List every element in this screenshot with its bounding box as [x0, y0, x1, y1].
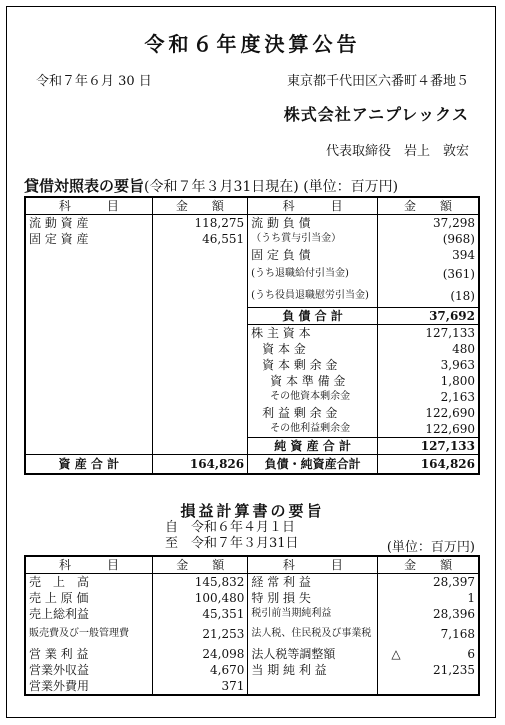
asset-label: 流 動 資 産: [25, 215, 152, 232]
pl-left-value: 45,351: [153, 606, 248, 622]
table-row: [25, 285, 479, 307]
equity-label: 資 本 剰 余 金: [248, 357, 378, 373]
equity-label: 資 本 金: [248, 341, 378, 357]
pl-left-label: 営業外費用: [25, 678, 153, 695]
table-row: [25, 247, 479, 263]
company-name: 株式会社アニプレックス: [283, 105, 469, 124]
notice-date: 令和７年６月 30 日: [36, 74, 152, 89]
table-row: [25, 373, 479, 389]
pl-right-value: △ 6: [378, 646, 479, 662]
liab-value: (361): [378, 263, 479, 285]
balance-sheet-heading: [24, 175, 398, 196]
equity-label: その他利益剰余金: [248, 421, 378, 438]
pl-left-value: 371: [153, 678, 248, 695]
equity-label: 資 本 準 備 金: [248, 373, 378, 389]
table-row: [25, 622, 479, 646]
pl-left-value: 4,670: [153, 662, 248, 678]
bs-hdr-amount-l: 金 額: [152, 197, 248, 215]
table-row: [25, 215, 479, 232]
equity-value: 127,133: [378, 324, 479, 341]
pl-hdr-amount-l: 金 額: [153, 556, 248, 574]
table-row: [25, 231, 479, 247]
liab-label: (うち退職給付引当金): [248, 263, 378, 285]
pl-left-value: 100,480: [153, 590, 248, 606]
pl-left-label: 販売費及び一般管理費: [25, 622, 153, 646]
liab-value: 37,298: [378, 215, 479, 232]
table-row: [25, 341, 479, 357]
liab-equity-total-value: 164,826: [378, 454, 479, 474]
table-row: [25, 662, 479, 678]
pl-right-value: 28,397: [378, 574, 479, 591]
pl-hdr-item-l: 科 目: [25, 556, 153, 574]
pl-right-label: 税引前当期純利益: [248, 606, 378, 622]
period-to: 至 令和７年３月31日: [165, 536, 299, 551]
assets-total-label: 資 産 合 計: [25, 454, 152, 474]
liab-label: （うち賞与引当金）: [248, 231, 378, 247]
balance-sheet-table: [24, 196, 480, 475]
table-row: [25, 263, 479, 285]
pl-left-label: 売 上 原 価: [25, 590, 153, 606]
table-row: [25, 357, 479, 373]
table-row: [25, 307, 479, 324]
pl-right-value: 1: [378, 590, 479, 606]
bs-unit: (単位：百万円): [303, 179, 399, 195]
income-statement-table: [24, 555, 480, 696]
pl-left-value: 24,098: [153, 646, 248, 662]
pl-left-label: 営 業 利 益: [25, 646, 153, 662]
table-row: [25, 324, 479, 341]
equity-label: 利 益 剰 余 金: [248, 405, 378, 421]
table-row: [25, 606, 479, 622]
liab-equity-total-label: 負債・純資産合計: [248, 454, 378, 474]
equity-value: 1,800: [378, 373, 479, 389]
liab-label: (うち役員退職慰労引当金): [248, 285, 378, 307]
company-address: 東京都千代田区六番町４番地５: [286, 74, 469, 89]
equity-value: 2,163: [378, 389, 479, 405]
table-row: [25, 646, 479, 662]
table-row: [25, 678, 479, 695]
asset-value: 118,275: [152, 215, 248, 232]
income-statement-title: 損益計算書の要旨: [180, 502, 325, 520]
pl-left-label: 営業外収益: [25, 662, 153, 678]
bs-date-note: (令和７年３月31日現在): [144, 179, 299, 195]
pl-left-label: 売 上 高: [25, 574, 153, 591]
table-row: [25, 405, 479, 421]
notice-title: 令和６年度決算公告: [144, 32, 361, 56]
pl-right-value: 28,396: [378, 606, 479, 622]
income-statement-period: [165, 520, 299, 552]
net-assets-total-value: 127,133: [378, 437, 479, 454]
pl-left-value: 145,832: [153, 574, 248, 591]
table-row: [25, 590, 479, 606]
table-row: [25, 437, 479, 454]
pl-right-label: 特 別 損 失: [248, 590, 378, 606]
pl-right-value: 7,168: [378, 622, 479, 646]
bs-hdr-item-r: 科 目: [248, 197, 378, 215]
liab-label: 流 動 負 債: [248, 215, 378, 232]
period-from: 自 令和６年４月１日: [165, 520, 296, 535]
representative: 代表取締役 岩上 敦宏: [325, 144, 469, 159]
pl-hdr-amount-r: 金 額: [378, 556, 479, 574]
table-row: [25, 389, 479, 405]
net-assets-total-label: 純 資 産 合 計: [248, 437, 378, 454]
pl-hdr-item-r: 科 目: [248, 556, 378, 574]
assets-total-value: 164,826: [152, 454, 248, 474]
pl-left-value: 21,253: [153, 622, 248, 646]
liab-total-value: 37,692: [378, 307, 479, 324]
pl-left-label: 売上総利益: [25, 606, 153, 622]
pl-right-prefix: △: [391, 647, 401, 661]
equity-label: その他資本剰余金: [248, 389, 378, 405]
pl-right-label: 法人税、住民税及び事業税: [248, 622, 378, 646]
totals-row: [25, 454, 479, 474]
table-row: [25, 574, 479, 591]
table-row: [25, 421, 479, 438]
pl-right-label: 当 期 純 利 益: [248, 662, 378, 678]
equity-label: 株 主 資 本: [248, 324, 378, 341]
pl-unit: (単位：百万円): [386, 540, 475, 555]
asset-value: 46,551: [152, 231, 248, 247]
liab-total-label: 負 債 合 計: [248, 307, 378, 324]
liab-label: 固 定 負 債: [248, 247, 378, 263]
asset-label: 固 定 資 産: [25, 231, 152, 247]
liab-value: 394: [378, 247, 479, 263]
pl-right-label: 経 常 利 益: [248, 574, 378, 591]
bs-header-row: [25, 197, 479, 215]
bs-hdr-item-l: 科 目: [25, 197, 152, 215]
pl-header-row: [25, 556, 479, 574]
liab-value: (968): [378, 231, 479, 247]
liab-value: (18): [378, 285, 479, 307]
bs-title: 貸借対照表の要旨: [24, 177, 145, 195]
equity-value: 3,963: [378, 357, 479, 373]
bs-hdr-amount-r: 金 額: [378, 197, 479, 215]
pl-right-label: 法人税等調整額: [248, 646, 378, 662]
equity-value: 480: [378, 341, 479, 357]
equity-value: 122,690: [378, 421, 479, 438]
pl-right-value: 21,235: [378, 662, 479, 678]
equity-value: 122,690: [378, 405, 479, 421]
